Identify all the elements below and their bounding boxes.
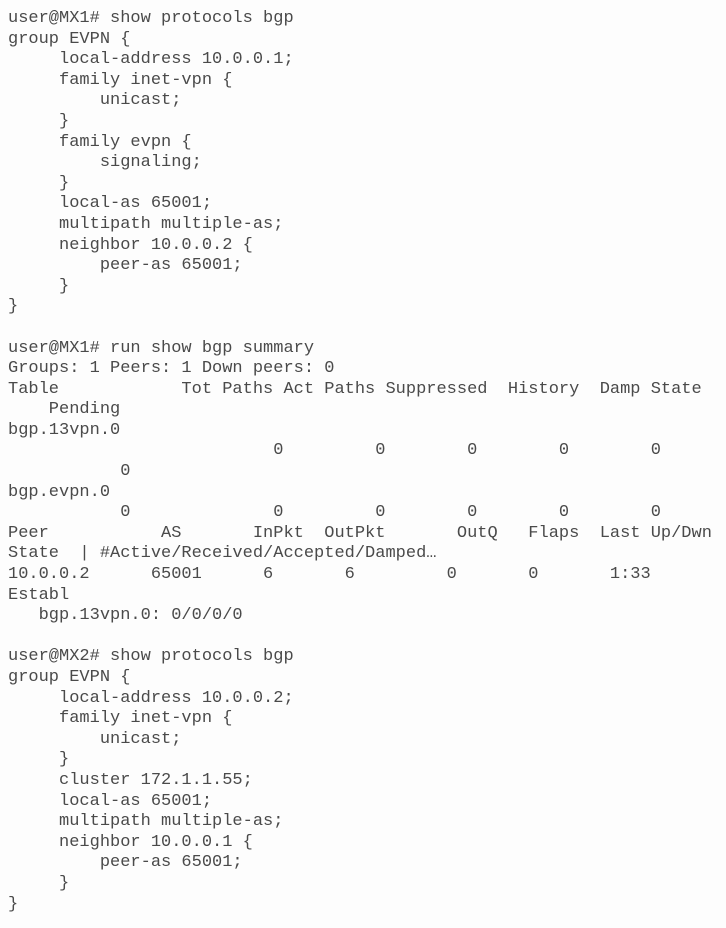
terminal-line: State | #Active/Received/Accepted/Damped… [8, 544, 437, 564]
terminal-line: } [8, 276, 70, 296]
terminal-section-mx1-run-show-bgp-summary [8, 339, 722, 627]
terminal-line: 0 [8, 462, 131, 482]
terminal-line: group EVPN { [8, 668, 131, 687]
terminal-line: multipath multiple-as; [8, 812, 284, 832]
terminal-line: neighbor 10.0.0.1 { [8, 832, 253, 852]
terminal-line: } [8, 173, 70, 193]
terminal-line: } [8, 750, 70, 770]
terminal-line: } [8, 873, 70, 893]
terminal-line: Table Tot Paths Act Paths Suppressed History Damp State [8, 379, 702, 399]
terminal-line: unicast; [8, 91, 182, 111]
terminal-line: bgp.13vpn.0 [8, 420, 121, 440]
terminal-line: bgp.13vpn.0: 0/0/0/0 [8, 606, 243, 626]
terminal-line: local-address 10.0.0.2; [8, 688, 294, 708]
terminal-line: Peer AS InPkt OutPkt OutQ Flaps Last Up/Dwn [8, 523, 712, 543]
terminal-line: user@MX1# show protocols bgp [8, 9, 294, 28]
terminal-line: neighbor 10.0.0.2 { [8, 235, 253, 255]
terminal-line: peer-as 65001; [8, 256, 243, 276]
terminal-line: local-as 65001; [8, 791, 213, 811]
terminal-line: user@MX2# show protocols bgp [8, 647, 294, 667]
terminal-line: family evpn { [8, 132, 192, 152]
terminal-line: cluster 172.1.1.55; [8, 770, 253, 790]
terminal-line: 0 0 0 0 0 0 [8, 503, 661, 523]
terminal-section-mx1-show-protocols-bgp [8, 9, 722, 318]
terminal-line: 0 0 0 0 0 [8, 441, 661, 461]
terminal-line: multipath multiple-as; [8, 214, 284, 234]
terminal-line: Groups: 1 Peers: 1 Down peers: 0 [8, 359, 335, 379]
terminal-line: signaling; [8, 153, 202, 173]
terminal-line: Establ [8, 585, 70, 605]
terminal-line: peer-as 65001; [8, 853, 243, 873]
terminal-line: family inet-vpn { [8, 70, 233, 90]
terminal-line: 10.0.0.2 65001 6 6 0 0 1:33 [8, 565, 651, 585]
terminal-line: bgp.evpn.0 [8, 482, 111, 502]
terminal-line: group EVPN { [8, 29, 131, 49]
terminal-line: } [8, 111, 70, 131]
terminal-line: user@MX1# run show bgp summary [8, 338, 315, 358]
terminal-line: local-address 10.0.0.1; [8, 50, 294, 70]
terminal-line: local-as 65001; [8, 194, 213, 214]
terminal-section-mx2-show-protocols-bgp [8, 647, 722, 915]
terminal-line: } [8, 894, 19, 914]
terminal-line: Pending [8, 400, 121, 420]
terminal-line: unicast; [8, 729, 182, 749]
terminal-line: family inet-vpn { [8, 709, 233, 729]
terminal-line: } [8, 297, 19, 317]
